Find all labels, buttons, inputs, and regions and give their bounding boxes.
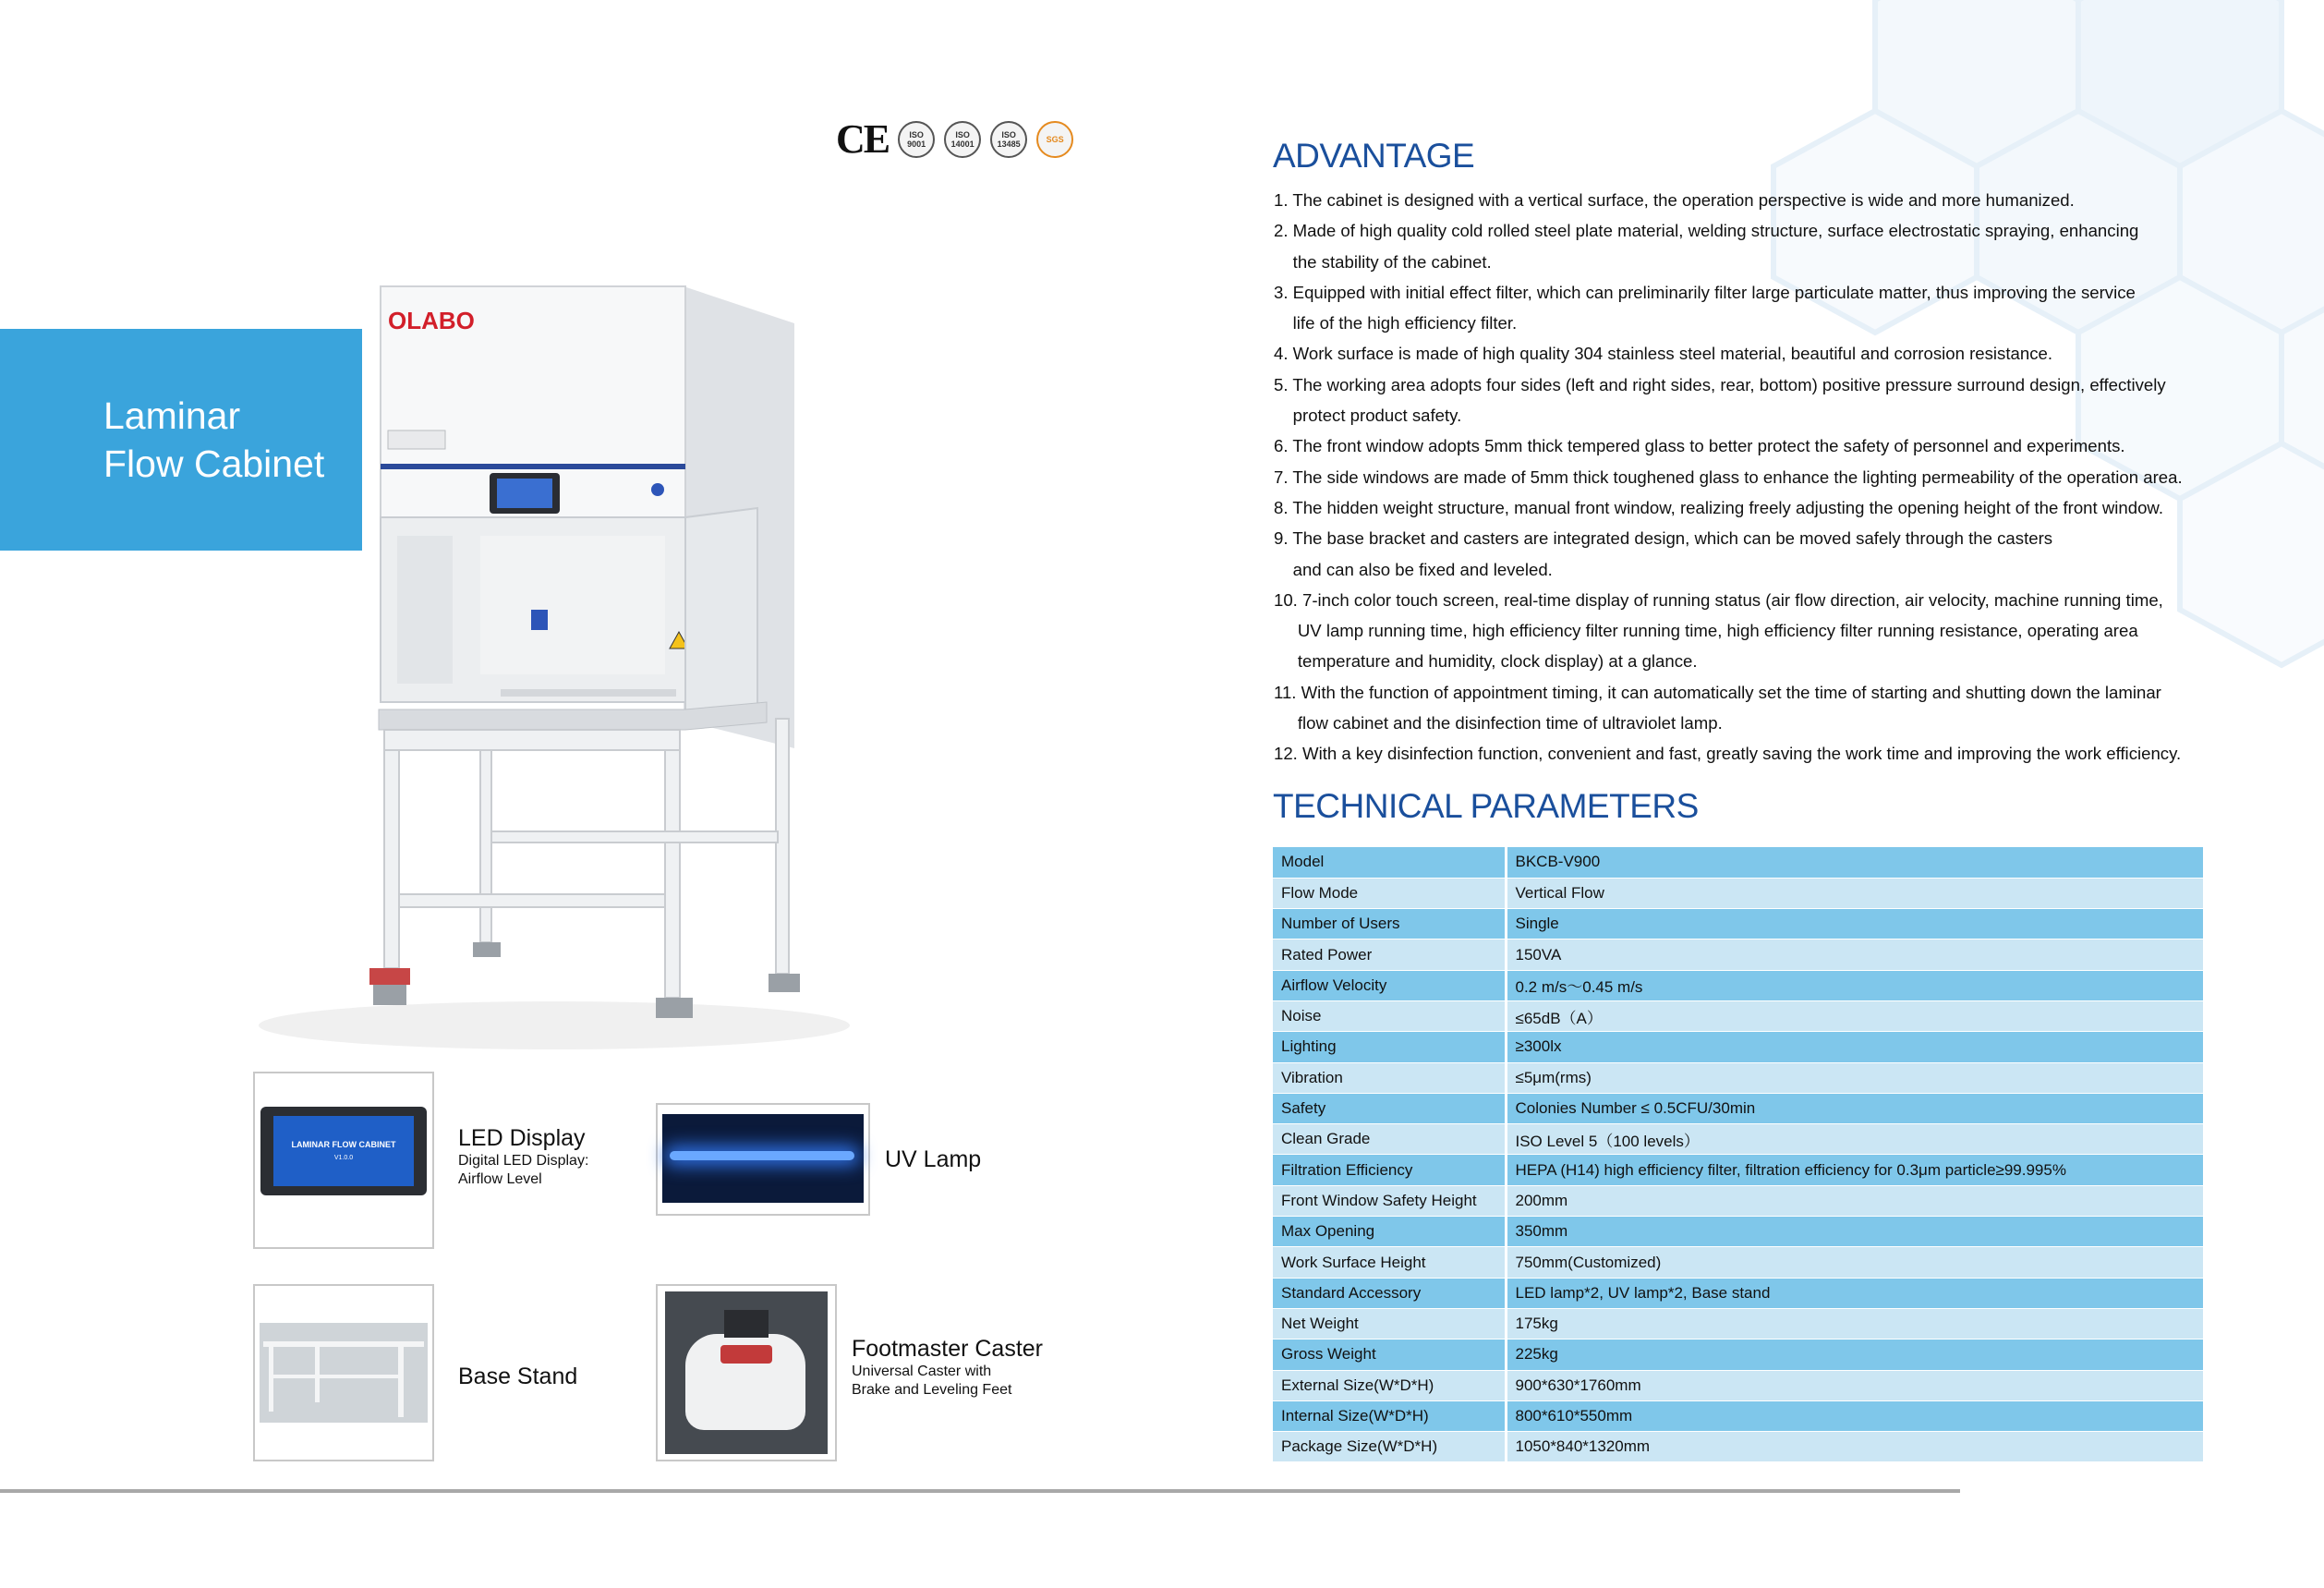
- led-display-title: LED Display: [458, 1125, 586, 1151]
- table-row: [1273, 970, 2203, 1000]
- parameter-name: Safety: [1273, 1093, 1506, 1123]
- advantage-line: 12. With a key disinfection function, convenient and fast, greatly saving the work time and improving the work efficiency.: [1274, 744, 2182, 764]
- caster-title: Footmaster Caster: [852, 1336, 1044, 1362]
- parameter-value: 350mm: [1506, 1217, 2203, 1247]
- parameter-name: Clean Grade: [1273, 1124, 1506, 1155]
- parameter-value: Vertical Flow: [1506, 878, 2203, 908]
- uv-lamp-thumbnail: [656, 1103, 870, 1216]
- parameter-value: 0.2 m/s～0.45 m/s: [1506, 970, 2203, 1000]
- parameter-value: 200mm: [1506, 1185, 2203, 1216]
- parameter-value: LED lamp*2, UV lamp*2, Base stand: [1506, 1278, 2203, 1308]
- parameter-value: Colonies Number ≤ 0.5CFU/30min: [1506, 1093, 2203, 1123]
- parameter-name: Max Opening: [1273, 1217, 1506, 1247]
- certification-logos: [836, 116, 1073, 163]
- table-row: [1273, 1155, 2203, 1185]
- screen-version: V1.0.0: [333, 1155, 354, 1161]
- product-title-line1: Laminar: [103, 394, 241, 437]
- parameter-value: 1050*840*1320mm: [1506, 1432, 2203, 1462]
- caster-caption: [852, 1336, 1043, 1400]
- table-row: [1273, 847, 2203, 878]
- uv-lamp-photo: [662, 1114, 864, 1203]
- advantage-line: 7. The side windows are made of 5mm thick toughened glass to enhance the lighting permeability of the operation area.: [1274, 467, 2183, 487]
- advantage-list: [1274, 185, 2225, 770]
- led-display-sub1: Digital LED Display:: [458, 1153, 589, 1169]
- display-bezel: [260, 1107, 427, 1195]
- uv-lamp-title: UV Lamp: [885, 1146, 982, 1172]
- parameter-name: Rated Power: [1273, 939, 1506, 970]
- led-display-sub2: Airflow Level: [458, 1171, 542, 1187]
- base-stand-title: Base Stand: [458, 1364, 578, 1389]
- caster-thumbnail: [656, 1284, 837, 1461]
- table-row: [1273, 1032, 2203, 1062]
- table-row: [1273, 1124, 2203, 1155]
- caster-sub2: Brake and Leveling Feet: [852, 1382, 1012, 1398]
- parameter-name: Airflow Velocity: [1273, 970, 1506, 1000]
- table-row: [1273, 1093, 2203, 1123]
- table-row: [1273, 1339, 2203, 1370]
- table-row: [1273, 878, 2203, 908]
- advantage-line: 6. The front window adopts 5mm thick tempered glass to better protect the safety of personnel and experiments.: [1274, 436, 2125, 456]
- table-row: [1273, 1062, 2203, 1093]
- parameter-name: Noise: [1273, 1000, 1506, 1031]
- parameter-value: HEPA (H14) high efficiency filter, filtration efficiency for 0.3μm particle≥99.995%: [1506, 1155, 2203, 1185]
- ce-mark-logo: CE: [836, 116, 890, 162]
- table-row: [1273, 1247, 2203, 1278]
- laminar-flow-cabinet-image: [203, 268, 850, 1062]
- parameter-value: 900*630*1760mm: [1506, 1370, 2203, 1400]
- advantage-line: 3. Equipped with initial effect filter, which can preliminarily filter large particulate matter, thus improving the service: [1274, 282, 2136, 302]
- advantage-line: life of the high efficiency filter.: [1274, 313, 1518, 333]
- parameter-value: ≤5μm(rms): [1506, 1062, 2203, 1093]
- parameter-value: 800*610*550mm: [1506, 1400, 2203, 1431]
- base-stand-photo: [260, 1323, 428, 1423]
- table-row: [1273, 1278, 2203, 1308]
- advantage-line: temperature and humidity, clock display) at a glance.: [1274, 651, 1698, 672]
- parameter-name: Gross Weight: [1273, 1339, 1506, 1370]
- advantage-line: UV lamp running time, high efficiency filter running time, high efficiency filter running resistance, operating area: [1274, 621, 2138, 641]
- caster-photo: [665, 1291, 828, 1454]
- parameter-name: External Size(W*D*H): [1273, 1370, 1506, 1400]
- iso9001-logo: ISO 9001: [898, 121, 935, 158]
- parameter-value: 175kg: [1506, 1308, 2203, 1339]
- brand-logo: OLABO: [388, 307, 475, 334]
- advantage-line: 9. The base bracket and casters are integrated design, which can be moved safely through the casters: [1274, 528, 2053, 549]
- parameter-name: Vibration: [1273, 1062, 1506, 1093]
- parameter-name: Filtration Efficiency: [1273, 1155, 1506, 1185]
- led-display-thumbnail: [253, 1072, 434, 1249]
- parameter-name: Lighting: [1273, 1032, 1506, 1062]
- parameter-name: Package Size(W*D*H): [1273, 1432, 1506, 1462]
- parameter-value: ≥300lx: [1506, 1032, 2203, 1062]
- advantage-line: 4. Work surface is made of high quality 304 stainless steel material, beautiful and corrosion resistance.: [1274, 344, 2053, 364]
- parameter-name: Flow Mode: [1273, 878, 1506, 908]
- table-row: [1273, 909, 2203, 939]
- sgs-logo: SGS: [1036, 121, 1073, 158]
- parameter-name: Model: [1273, 847, 1506, 878]
- table-row: [1273, 1432, 2203, 1462]
- table-row: [1273, 1000, 2203, 1031]
- led-display-caption: [458, 1125, 588, 1189]
- parameter-name: Standard Accessory: [1273, 1278, 1506, 1308]
- table-row: [1273, 1308, 2203, 1339]
- parameter-name: Number of Users: [1273, 909, 1506, 939]
- technical-parameters-heading: TECHNICAL PARAMETERS: [1273, 787, 1699, 825]
- technical-parameters-table: [1273, 847, 2203, 1462]
- parameter-name: Front Window Safety Height: [1273, 1185, 1506, 1216]
- bottom-divider: [0, 1489, 1960, 1493]
- advantage-line: 2. Made of high quality cold rolled steel plate material, welding structure, surface electrostatic spraying, enhancing: [1274, 221, 2139, 241]
- parameter-value: ISO Level 5（100 levels）: [1506, 1124, 2203, 1155]
- advantage-line: 5. The working area adopts four sides (left and right sides, rear, bottom) positive pressure surround design, effectively: [1274, 374, 2166, 394]
- table-row: [1273, 1185, 2203, 1216]
- parameter-name: Work Surface Height: [1273, 1247, 1506, 1278]
- advantage-line: 8. The hidden weight structure, manual front window, realizing freely adjusting the opening height of the front window.: [1274, 497, 2163, 517]
- advantage-line: protect product safety.: [1274, 406, 1462, 426]
- advantage-line: 1. The cabinet is designed with a vertical surface, the operation perspective is wide and more humanized.: [1274, 190, 2075, 210]
- parameter-name: Net Weight: [1273, 1308, 1506, 1339]
- table-row: [1273, 939, 2203, 970]
- parameter-value: BKCB-V900: [1506, 847, 2203, 878]
- advantage-heading: ADVANTAGE: [1273, 137, 1475, 175]
- base-stand-thumbnail: [253, 1284, 434, 1461]
- advantage-line: 11. With the function of appointment timing, it can automatically set the time of starting and shutting down the laminar: [1274, 682, 2161, 702]
- parameter-value: Single: [1506, 909, 2203, 939]
- parameter-value: 750mm(Customized): [1506, 1247, 2203, 1278]
- parameter-name: Internal Size(W*D*H): [1273, 1400, 1506, 1431]
- parameter-value: 225kg: [1506, 1339, 2203, 1370]
- screen-title: LAMINAR FLOW CABINET: [291, 1140, 396, 1149]
- iso13485-logo: ISO 13485: [990, 121, 1027, 158]
- table-row: [1273, 1370, 2203, 1400]
- product-title-line2: Flow Cabinet: [103, 442, 325, 485]
- caster-sub1: Universal Caster with: [852, 1364, 992, 1379]
- table-row: [1273, 1400, 2203, 1431]
- advantage-line: and can also be fixed and leveled.: [1274, 559, 1553, 579]
- advantage-line: the stability of the cabinet.: [1274, 251, 1492, 272]
- parameter-value: ≤65dB（A）: [1506, 1000, 2203, 1031]
- iso14001-logo: ISO 14001: [944, 121, 981, 158]
- table-row: [1273, 1217, 2203, 1247]
- advantage-line: flow cabinet and the disinfection time of ultraviolet lamp.: [1274, 713, 1723, 733]
- advantage-line: 10. 7-inch color touch screen, real-time display of running status (air flow direction, air velocity, machine running time,: [1274, 589, 2163, 610]
- parameter-value: 150VA: [1506, 939, 2203, 970]
